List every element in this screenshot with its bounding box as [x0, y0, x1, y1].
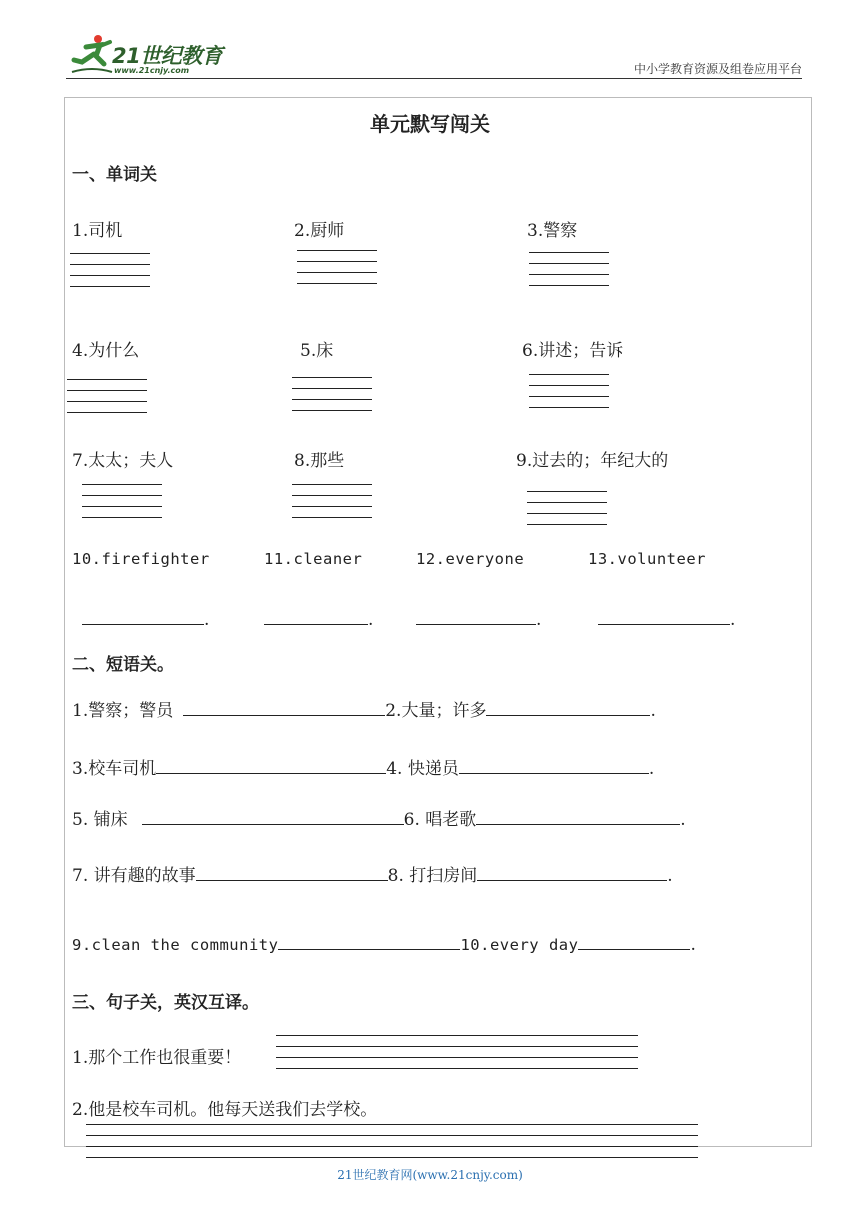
phrase-item: 9.clean the community 10.every day . — [72, 931, 696, 955]
answer-blank[interactable] — [156, 755, 386, 774]
phrase-item: 1.警察；警员 2.大量；许多 . — [72, 696, 656, 721]
footer-source: 21世纪教育网(www.21cnjy.com) — [337, 1168, 523, 1182]
section-heading-sentences: 三、句子关，英汉互译。 — [72, 993, 259, 1013]
english-word: 10.firefighter — [72, 550, 210, 568]
answer-blank[interactable]: . — [82, 606, 209, 630]
header-divider — [66, 78, 802, 79]
sentence-item: 2.他是校车司机。他每天送我们去学校。 — [72, 1100, 378, 1120]
word-item: 8.那些 — [294, 451, 345, 471]
sentence-item: 1.那个工作也很重要！ — [72, 1048, 242, 1068]
word-item: 3.警察 — [527, 221, 578, 241]
answer-blank[interactable]: . — [264, 606, 373, 630]
word-item: 4.为什么 — [72, 341, 140, 361]
platform-tagline: 中小学教育资源及组卷应用平台 — [633, 62, 802, 76]
section-heading-phrases: 二、短语关。 — [72, 655, 174, 675]
answer-blank[interactable] — [142, 806, 404, 825]
word-item: 5.床 — [300, 341, 334, 361]
page-title: 单元默写闯关 — [370, 112, 490, 136]
word-item: 2.厨师 — [294, 221, 345, 241]
phrase-item: 3.校车司机 4. 快递员 . — [72, 754, 654, 779]
word-item: 7.太太；夫人 — [72, 451, 174, 471]
answer-blank[interactable] — [476, 806, 680, 825]
answer-blank[interactable] — [196, 862, 388, 881]
section-heading-words: 一、单词关 — [72, 165, 157, 185]
answer-blank[interactable] — [477, 862, 667, 881]
english-word: 13.volunteer — [588, 550, 706, 568]
phrase-item: 7. 讲有趣的故事 8. 打扫房间 . — [72, 861, 673, 886]
word-item: 1.司机 — [72, 221, 123, 241]
answer-blank[interactable] — [486, 697, 650, 716]
word-item: 6.讲述；告诉 — [522, 341, 624, 361]
logo-text: 21世纪教育 — [112, 44, 223, 68]
answer-blank[interactable] — [183, 697, 385, 716]
answer-blank[interactable] — [459, 755, 649, 774]
english-word: 12.everyone — [416, 550, 525, 568]
answer-blank[interactable] — [578, 931, 690, 950]
english-word: 11.cleaner — [264, 550, 363, 568]
answer-blank[interactable]: . — [416, 606, 541, 630]
answer-blank[interactable] — [278, 931, 460, 950]
phrase-item: 5. 铺床 6. 唱老歌 . — [72, 805, 686, 830]
runner-logo-icon — [70, 32, 114, 76]
logo-url: www.21cnjy.com — [114, 66, 190, 75]
logo — [70, 32, 240, 82]
answer-blank[interactable]: . — [598, 606, 735, 630]
word-item: 9.过去的；年纪大的 — [516, 451, 669, 471]
